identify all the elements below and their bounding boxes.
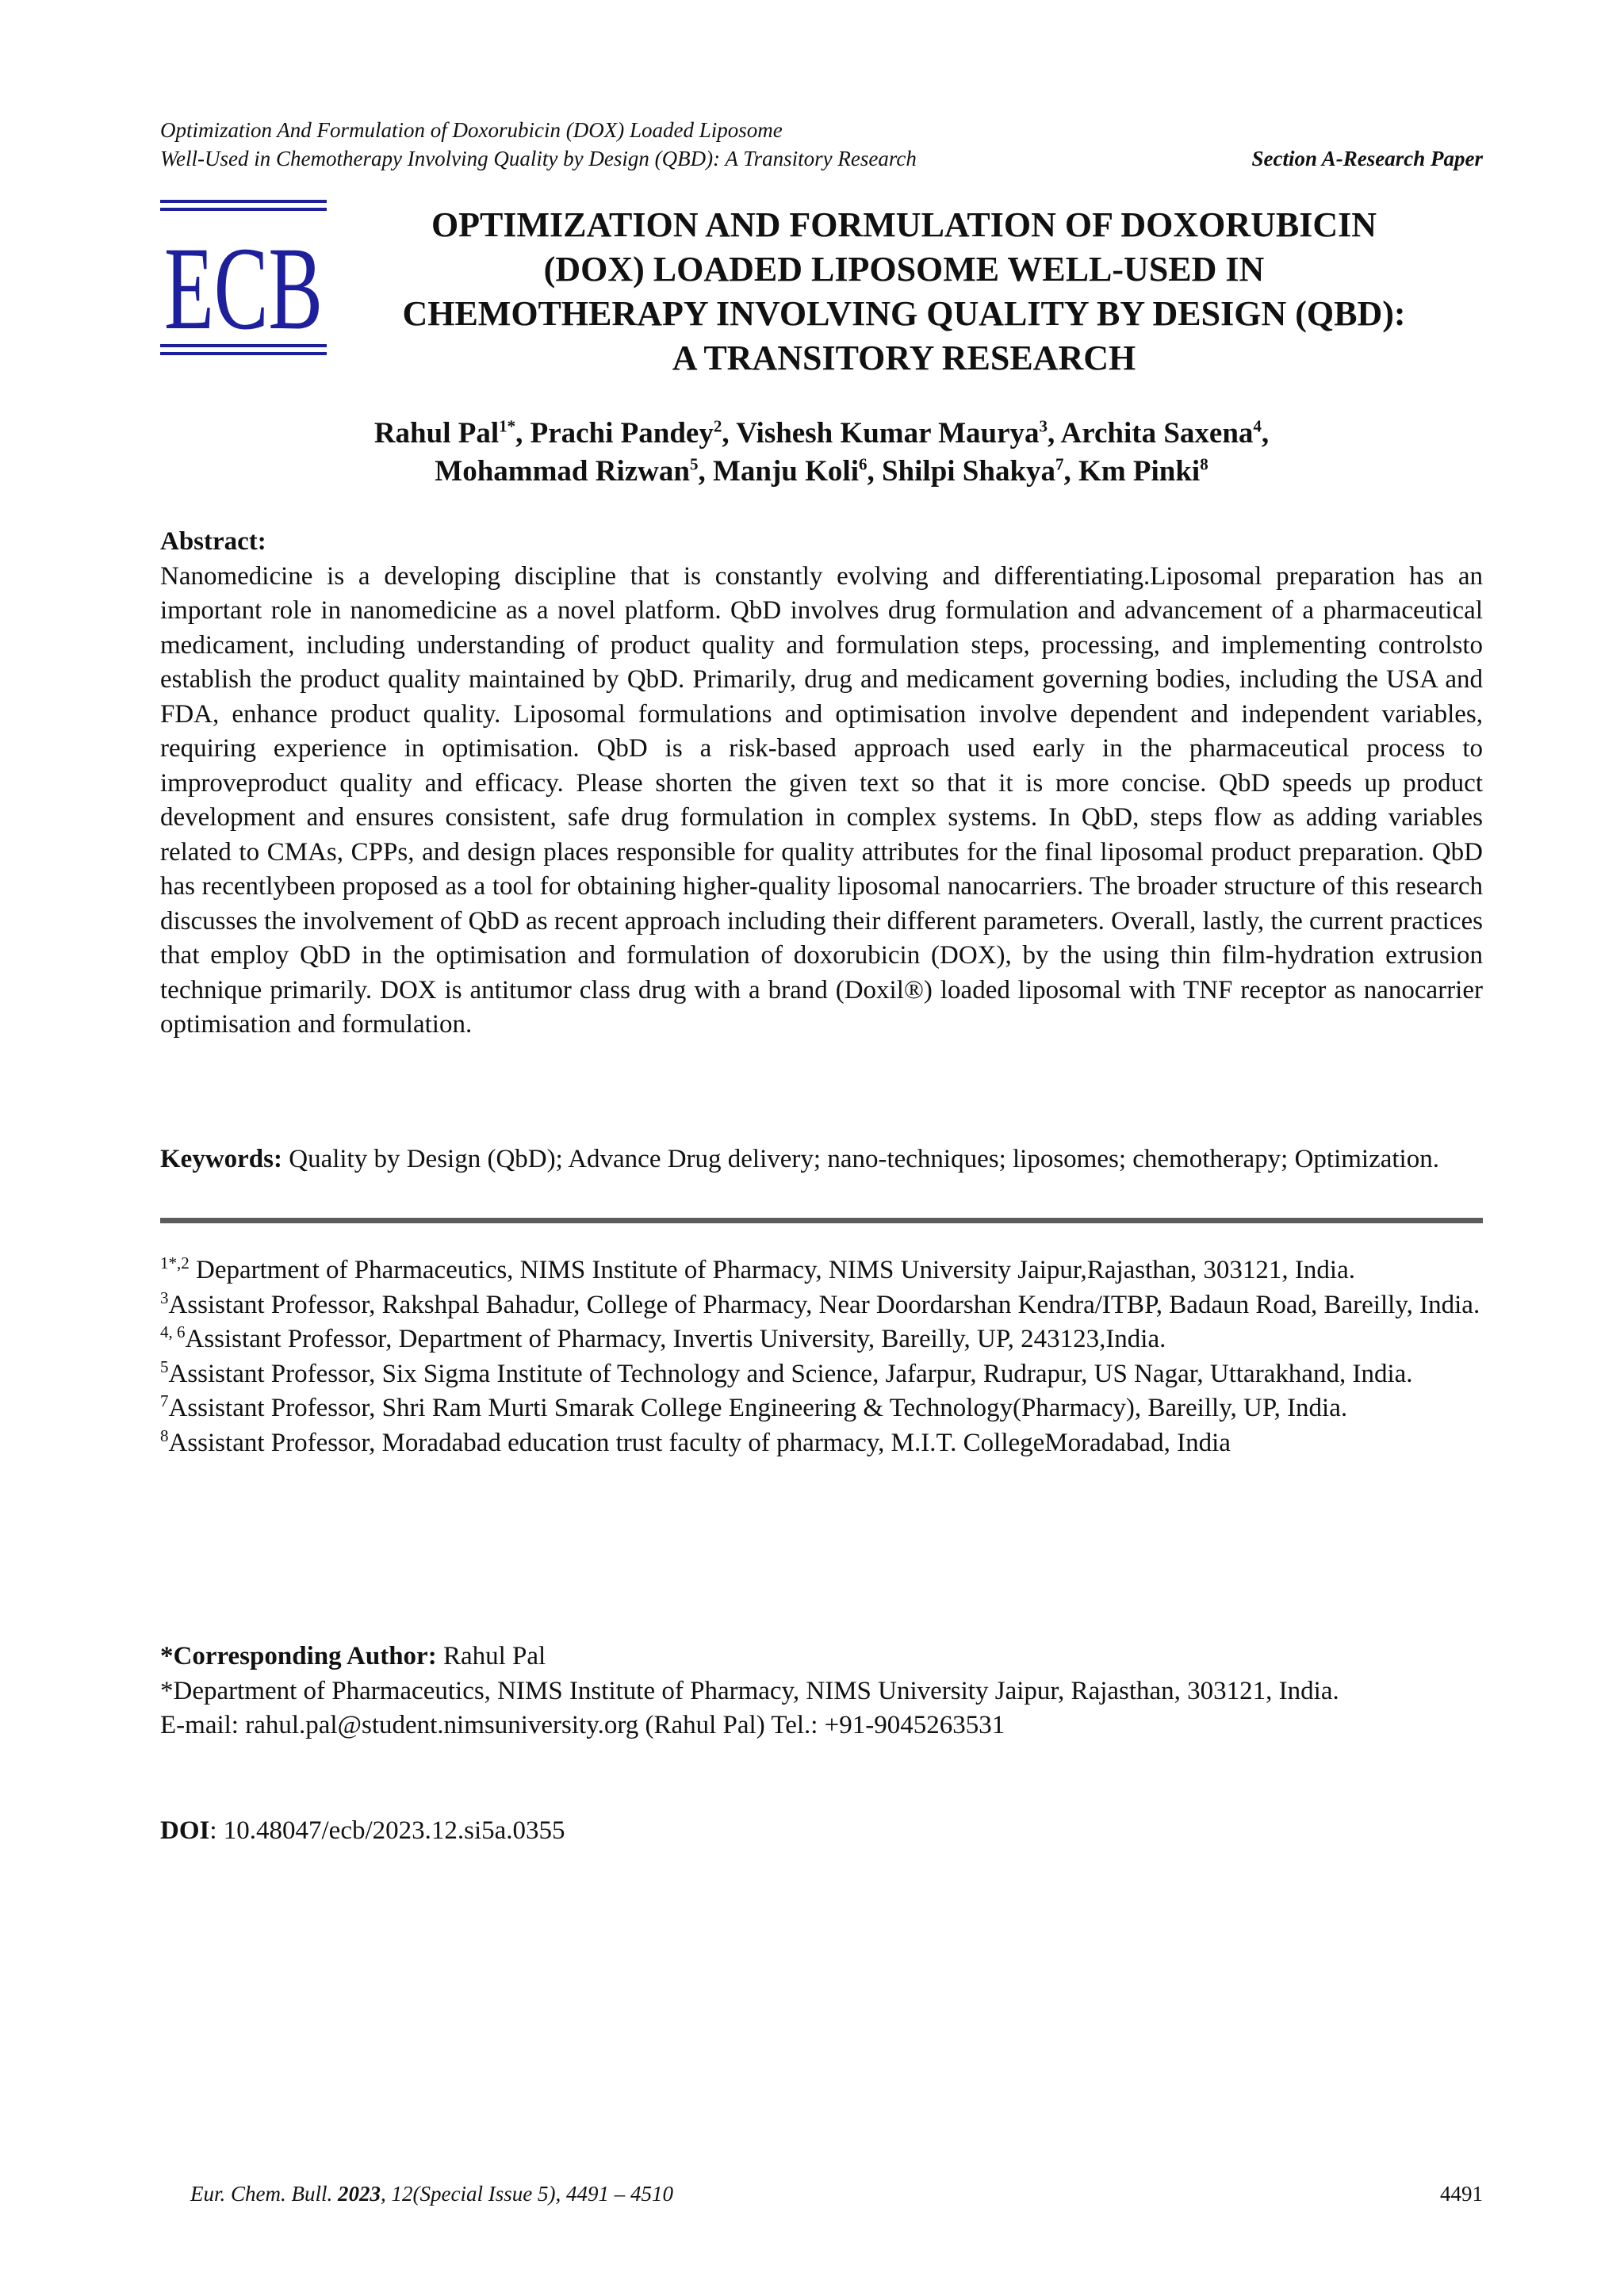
author-name: Km Pinki bbox=[1078, 455, 1201, 488]
title-line: (DOX) LOADED LIPOSOME WELL-USED IN bbox=[543, 250, 1265, 289]
affiliation-mark: 5 bbox=[160, 1357, 169, 1376]
affiliation-list bbox=[160, 1253, 1483, 1460]
author-affiliation-mark: 6 bbox=[858, 454, 868, 474]
author-affiliation-mark: 3 bbox=[1039, 416, 1048, 436]
keywords-text: Quality by Design (QbD); Advance Drug delivery; nano-techniques; liposomes; chemotherapy; Optimization. bbox=[289, 1145, 1439, 1173]
author-list bbox=[160, 415, 1483, 491]
running-head bbox=[160, 116, 1483, 173]
author-separator: , bbox=[867, 455, 882, 488]
affiliation bbox=[160, 1391, 1483, 1426]
author-separator: , bbox=[515, 417, 530, 450]
corresponding-email: E-mail: rahul.pal@student.nimsuniversity.org (Rahul Pal) Tel.: +91-9045263531 bbox=[160, 1711, 1005, 1739]
affiliation-mark: 3 bbox=[160, 1288, 169, 1307]
paper-title bbox=[327, 203, 1481, 381]
author bbox=[1078, 455, 1208, 488]
journal-volume: , 12(Special Issue 5), 4491 – 4510 bbox=[381, 2182, 673, 2206]
affiliation bbox=[160, 1253, 1483, 1288]
section-label: Section A-Research Paper bbox=[1251, 147, 1483, 170]
corresponding-department: *Department of Pharmaceutics, NIMS Institute of Pharmacy, NIMS University Jaipur, Rajasthan, 303121, India. bbox=[160, 1676, 1339, 1705]
author-name: Shilpi Shakya bbox=[881, 455, 1056, 488]
author-affiliation-mark: 4 bbox=[1253, 416, 1262, 436]
author-separator: , bbox=[1048, 417, 1061, 450]
author-affiliation-mark: 7 bbox=[1055, 454, 1064, 474]
corresponding-author bbox=[160, 1640, 1483, 1743]
doi bbox=[160, 1814, 1483, 1849]
running-head-line-1: Optimization And Formulation of Doxorubicin (DOX) Loaded Liposome bbox=[160, 118, 783, 142]
author-separator: , bbox=[698, 455, 713, 488]
affiliation-text: Assistant Professor, Department of Pharmacy, Invertis University, Bareilly, UP, 243123,India. bbox=[185, 1325, 1166, 1353]
corresponding-name: Rahul Pal bbox=[436, 1642, 546, 1670]
author bbox=[736, 417, 1060, 450]
title-line: CHEMOTHERAPY INVOLVING QUALITY BY DESIGN (QBD): bbox=[402, 294, 1406, 333]
affiliation-mark: 7 bbox=[160, 1391, 169, 1410]
affiliation bbox=[160, 1426, 1483, 1461]
author bbox=[882, 455, 1078, 488]
title-line: A TRANSITORY RESEARCH bbox=[672, 339, 1136, 377]
author-separator: , bbox=[1063, 455, 1079, 488]
author-name: Archita Saxena bbox=[1060, 417, 1254, 450]
affiliation-text: Assistant Professor, Six Sigma Institute of Technology and Science, Jafarpur, Rudrapur, US Nagar, Uttarakhand, India. bbox=[168, 1359, 1413, 1388]
affiliation-text: Department of Pharmaceutics, NIMS Institute of Pharmacy, NIMS University Jaipur,Rajasthan, 303121, India. bbox=[189, 1256, 1355, 1284]
author-name: Vishesh Kumar Maurya bbox=[736, 417, 1040, 450]
journal-logo bbox=[160, 200, 327, 355]
author-affiliation-mark: 1* bbox=[499, 416, 516, 436]
keywords bbox=[160, 1142, 1483, 1177]
author-name: Mohammad Rizwan bbox=[435, 455, 690, 488]
doi-value: : 10.48047/ecb/2023.12.si5a.0355 bbox=[209, 1816, 565, 1845]
journal-name: Eur. Chem. Bull. bbox=[190, 2182, 338, 2206]
author-name: Prachi Pandey bbox=[530, 417, 714, 450]
affiliation bbox=[160, 1357, 1483, 1392]
section-divider bbox=[160, 1218, 1483, 1223]
affiliation-mark: 1*,2 bbox=[160, 1253, 190, 1272]
keywords-label: Keywords: bbox=[160, 1145, 282, 1173]
corresponding-label: *Corresponding Author: bbox=[160, 1642, 437, 1670]
journal-year: 2023 bbox=[338, 2182, 381, 2206]
affiliation-text: Assistant Professor, Moradabad education trust faculty of pharmacy, M.I.T. CollegeMoradabad, India bbox=[168, 1428, 1231, 1457]
affiliation bbox=[160, 1322, 1483, 1357]
author-affiliation-mark: 2 bbox=[713, 416, 722, 436]
author-affiliation-mark: 8 bbox=[1200, 454, 1208, 474]
author-name: Rahul Pal bbox=[373, 417, 500, 450]
abstract bbox=[160, 525, 1483, 1043]
abstract-text: Nanomedicine is a developing discipline that is constantly evolving and differentiating.Liposomal preparation has an important role in nanomedicine as a novel platform. QbD involves drug formulation and advancement of a pharmaceutical medicament, including understanding of product quality and formulation steps, processing, and implementing controlsto establish the product quality maintained by QbD. Primarily, drug and medicament governing bodies, including the USA and FDA, enhance product quality. Liposomal formulations and optimisation involve dependent and independent variables, requiring experience in optimisation. QbD is a risk-based approach used early in the pharmaceutical process to improveproduct quality and efficacy. Please shorten the given text so that it is more concise. QbD speeds up product development and ensures consistent, safe drug formulation in complex systems. In QbD, steps flow as adding variables related to CMAs, CPPs, and design places responsible for quality attributes for the final liposomal product preparation. QbD has recentlybeen proposed as a tool for obtaining higher-quality liposomal nanocarriers. The broader structure of this research discusses the involvement of QbD as recent approach including their different parameters. Overall, lastly, the current practices that employ QbD in the optimisation and formulation of doxorubicin (DOX), by the using thin film-hydration extrusion technique primarily. DOX is antitumor class drug with a brand (Doxil®) loaded liposomal with TNF receptor as nanocarrier optimisation and formulation. bbox=[160, 561, 1483, 1039]
affiliation-mark: 4, 6 bbox=[160, 1322, 186, 1341]
author-separator: , bbox=[722, 417, 737, 450]
affiliation bbox=[160, 1288, 1483, 1323]
author bbox=[435, 455, 713, 488]
journal-citation bbox=[190, 2182, 673, 2206]
affiliation-text: Assistant Professor, Rakshpal Bahadur, College of Pharmacy, Near Doordarshan Kendra/ITBP, Badaun Road, Bareilly, India. bbox=[168, 1290, 1480, 1319]
affiliation-text: Assistant Professor, Shri Ram Murti Smarak College Engineering & Technology(Pharmacy), Bareilly, UP, India. bbox=[168, 1394, 1348, 1422]
author-separator: , bbox=[1261, 417, 1270, 450]
author-affiliation-mark: 5 bbox=[689, 454, 699, 474]
author bbox=[1061, 417, 1270, 450]
abstract-heading: Abstract: bbox=[160, 527, 266, 556]
author bbox=[374, 417, 530, 450]
page-number: 4491 bbox=[1440, 2182, 1483, 2206]
author-name: Manju Koli bbox=[712, 455, 859, 488]
author bbox=[530, 417, 737, 450]
running-head-line-2: Well-Used in Chemotherapy Involving Quality by Design (QBD): A Transitory Research bbox=[160, 147, 917, 170]
logo-text: ECB bbox=[164, 223, 323, 354]
title-line: OPTIMIZATION AND FORMULATION OF DOXORUBICIN bbox=[431, 205, 1377, 244]
affiliation-mark: 8 bbox=[160, 1425, 169, 1445]
author bbox=[713, 455, 882, 488]
doi-label: DOI bbox=[160, 1816, 210, 1845]
